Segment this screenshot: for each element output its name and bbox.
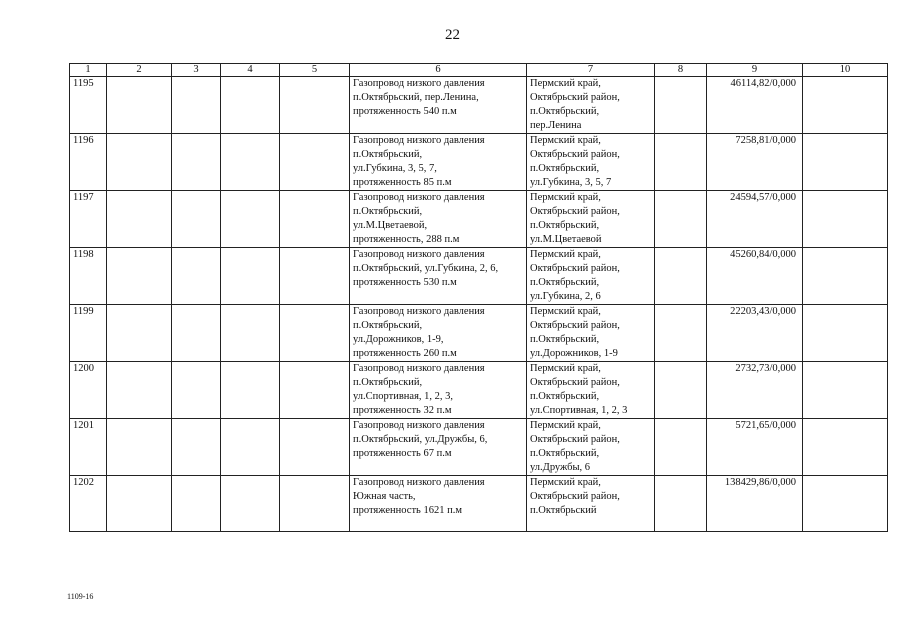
address-line: п.Октябрьский,: [530, 220, 600, 231]
address-cell: [527, 305, 655, 362]
address-line: Октябрьский район,: [530, 206, 620, 217]
object-name-cell: [350, 419, 527, 476]
object-name-line: п.Октябрьский,: [353, 149, 423, 160]
empty-cell: [107, 191, 172, 248]
address-cell: [527, 362, 655, 419]
column-header: 9: [707, 64, 803, 77]
object-name-line: протяженность, 288 п.м: [353, 234, 460, 245]
object-name-line: Газопровод низкого давления: [353, 306, 485, 317]
value-cell: 24594,57/0,000: [707, 191, 803, 248]
table-row: [70, 134, 888, 191]
empty-cell: [655, 77, 707, 134]
object-name-line: протяженность 530 п.м: [353, 277, 457, 288]
table-row: [70, 77, 888, 134]
table-body: [70, 77, 888, 532]
empty-cell: [803, 305, 888, 362]
table-row: [70, 191, 888, 248]
address-cell: [527, 476, 655, 532]
empty-cell: [221, 419, 280, 476]
empty-cell: [803, 134, 888, 191]
object-name-line: п.Октябрьский,: [353, 320, 423, 331]
empty-cell: [803, 248, 888, 305]
address-cell: [527, 419, 655, 476]
object-name-line: ул.Губкина, 3, 5, 7,: [353, 163, 437, 174]
row-number-cell: 1200: [70, 362, 107, 419]
empty-cell: [280, 419, 350, 476]
address-line: п.Октябрьский,: [530, 106, 600, 117]
page-number: 22: [445, 27, 460, 43]
registry-table: [69, 63, 888, 532]
object-name-line: Газопровод низкого давления: [353, 249, 485, 260]
empty-cell: [107, 305, 172, 362]
value-cell: 138429,86/0,000: [707, 476, 803, 532]
object-name-line: п.Октябрьский, пер.Ленина,: [353, 92, 479, 103]
empty-cell: [172, 362, 221, 419]
object-name-cell: [350, 134, 527, 191]
address-line: ул.Дружбы, 6: [530, 462, 591, 473]
address-line: ул.М.Цветаевой: [530, 234, 602, 245]
empty-cell: [172, 191, 221, 248]
empty-cell: [172, 134, 221, 191]
object-name-line: Южная часть,: [353, 491, 416, 502]
address-cell: [527, 134, 655, 191]
address-cell: [527, 248, 655, 305]
value-cell: 45260,84/0,000: [707, 248, 803, 305]
address-line: п.Октябрьский: [530, 505, 597, 516]
empty-cell: [280, 305, 350, 362]
object-name-line: Газопровод низкого давления: [353, 420, 485, 431]
address-line: Пермский край,: [530, 306, 601, 317]
row-number-cell: 1199: [70, 305, 107, 362]
address-line: п.Октябрьский,: [530, 163, 600, 174]
object-name-line: протяженность 260 п.м: [353, 348, 457, 359]
empty-cell: [655, 419, 707, 476]
value-cell: 5721,65/0,000: [707, 419, 803, 476]
empty-cell: [655, 476, 707, 532]
empty-cell: [172, 305, 221, 362]
table-row: [70, 305, 888, 362]
footer-code: 1109-16: [67, 592, 94, 601]
object-name-line: п.Октябрьский,: [353, 377, 423, 388]
empty-cell: [221, 476, 280, 532]
object-name-line: Газопровод низкого давления: [353, 363, 485, 374]
object-name-line: п.Октябрьский, ул.Дружбы, 6,: [353, 434, 488, 445]
column-header: 8: [655, 64, 707, 77]
empty-cell: [655, 134, 707, 191]
object-name-line: протяженность 540 п.м: [353, 106, 457, 117]
table-row: [70, 362, 888, 419]
empty-cell: [221, 191, 280, 248]
address-line: Октябрьский район,: [530, 320, 620, 331]
table-row: [70, 248, 888, 305]
object-name-cell: [350, 248, 527, 305]
address-line: Пермский край,: [530, 192, 601, 203]
empty-cell: [280, 362, 350, 419]
empty-cell: [107, 77, 172, 134]
address-line: ул.Дорожников, 1-9: [530, 348, 618, 359]
empty-cell: [107, 248, 172, 305]
object-name-cell: [350, 191, 527, 248]
object-name-line: Газопровод низкого давления: [353, 477, 485, 488]
object-name-cell: [350, 362, 527, 419]
address-line: Пермский край,: [530, 135, 601, 146]
address-line: Пермский край,: [530, 363, 601, 374]
empty-cell: [280, 248, 350, 305]
column-header: 7: [527, 64, 655, 77]
empty-cell: [221, 248, 280, 305]
empty-cell: [280, 134, 350, 191]
row-number-cell: 1196: [70, 134, 107, 191]
column-header: 6: [350, 64, 527, 77]
object-name-line: Газопровод низкого давления: [353, 78, 485, 89]
empty-cell: [655, 191, 707, 248]
address-line: п.Октябрьский,: [530, 334, 600, 345]
object-name-line: п.Октябрьский,: [353, 206, 423, 217]
address-line: Октябрьский район,: [530, 491, 620, 502]
empty-cell: [280, 476, 350, 532]
address-line: Октябрьский район,: [530, 149, 620, 160]
address-line: Пермский край,: [530, 78, 601, 89]
empty-cell: [172, 476, 221, 532]
empty-cell: [172, 77, 221, 134]
address-line: ул.Губкина, 2, 6: [530, 291, 601, 302]
empty-cell: [803, 419, 888, 476]
address-line: ул.Губкина, 3, 5, 7: [530, 177, 612, 188]
object-name-line: Газопровод низкого давления: [353, 192, 485, 203]
empty-cell: [655, 362, 707, 419]
column-header: 10: [803, 64, 888, 77]
column-header: 4: [221, 64, 280, 77]
object-name-cell: [350, 476, 527, 532]
column-header: 3: [172, 64, 221, 77]
address-line: Пермский край,: [530, 249, 601, 260]
object-name-cell: [350, 77, 527, 134]
object-name-cell: [350, 305, 527, 362]
empty-cell: [803, 476, 888, 532]
table-row: [70, 419, 888, 476]
value-cell: 2732,73/0,000: [707, 362, 803, 419]
column-header: 1: [70, 64, 107, 77]
empty-cell: [107, 476, 172, 532]
value-cell: 46114,82/0,000: [707, 77, 803, 134]
empty-cell: [655, 248, 707, 305]
value-cell: 22203,43/0,000: [707, 305, 803, 362]
empty-cell: [655, 305, 707, 362]
empty-cell: [107, 134, 172, 191]
address-line: ул.Спортивная, 1, 2, 3: [530, 405, 628, 416]
object-name-line: ул.Дорожников, 1-9,: [353, 334, 444, 345]
row-number-cell: 1197: [70, 191, 107, 248]
object-name-line: протяженность 1621 п.м: [353, 505, 462, 516]
column-header: 2: [107, 64, 172, 77]
row-number-cell: 1198: [70, 248, 107, 305]
empty-cell: [803, 362, 888, 419]
row-number-cell: 1202: [70, 476, 107, 532]
address-line: Октябрьский район,: [530, 434, 620, 445]
address-line: пер.Ленина: [530, 120, 582, 131]
empty-cell: [172, 419, 221, 476]
address-cell: [527, 191, 655, 248]
object-name-line: ул.М.Цветаевой,: [353, 220, 428, 231]
object-name-line: ул.Спортивная, 1, 2, 3,: [353, 391, 454, 402]
empty-cell: [803, 191, 888, 248]
empty-cell: [172, 248, 221, 305]
column-header: 5: [280, 64, 350, 77]
object-name-line: протяженность 67 п.м: [353, 448, 452, 459]
address-line: п.Октябрьский,: [530, 277, 600, 288]
object-name-line: протяженность 32 п.м: [353, 405, 452, 416]
row-number-cell: 1195: [70, 77, 107, 134]
address-line: п.Октябрьский,: [530, 391, 600, 402]
empty-cell: [221, 77, 280, 134]
object-name-line: протяженность 85 п.м: [353, 177, 452, 188]
address-line: п.Октябрьский,: [530, 448, 600, 459]
empty-cell: [280, 191, 350, 248]
address-line: Пермский край,: [530, 420, 601, 431]
address-line: Октябрьский район,: [530, 377, 620, 388]
empty-cell: [221, 305, 280, 362]
address-line: Пермский край,: [530, 477, 601, 488]
value-cell: 7258,81/0,000: [707, 134, 803, 191]
table-row: [70, 476, 888, 532]
object-name-line: п.Октябрьский, ул.Губкина, 2, 6,: [353, 263, 499, 274]
object-name-line: Газопровод низкого давления: [353, 135, 485, 146]
address-line: Октябрьский район,: [530, 92, 620, 103]
row-number-cell: 1201: [70, 419, 107, 476]
address-cell: [527, 77, 655, 134]
empty-cell: [803, 77, 888, 134]
empty-cell: [107, 419, 172, 476]
empty-cell: [107, 362, 172, 419]
empty-cell: [280, 77, 350, 134]
empty-cell: [221, 134, 280, 191]
address-line: Октябрьский район,: [530, 263, 620, 274]
header-row: [70, 64, 888, 77]
empty-cell: [221, 362, 280, 419]
